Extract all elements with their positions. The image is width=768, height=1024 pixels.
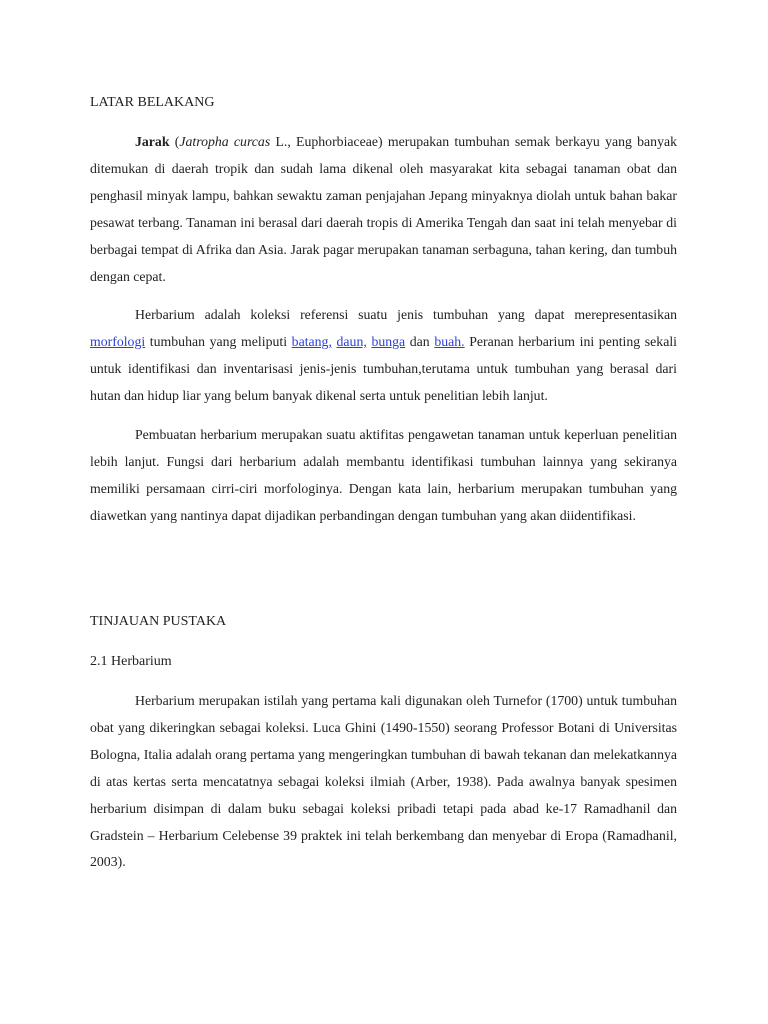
link-daun[interactable]: daun, [336, 333, 367, 349]
paragraph-herbarium-definition [90, 302, 677, 410]
paragraph-jarak [90, 129, 677, 290]
paragraph-pembuatan-herbarium: Pembuatan herbarium merupakan suatu aktifitas pengawetan tanaman untuk keperluan penelitian lebih lanjut. Fungsi dari herbarium adalah membantu identifikasi tumbuhan lainnya yang sekiranya memiliki persamaan cirri-ciri morfologinya. Dengan kata lain, herbarium merupakan tumbuhan yang diawetkan yang nantinya dapat dijadikan perbandingan dengan tumbuhan yang akan diidentifikasi. [90, 427, 677, 523]
link-buah[interactable]: buah. [434, 333, 465, 349]
para2-text-5: dan [405, 333, 435, 349]
heading-latar-belakang: LATAR BELAKANG [90, 95, 215, 110]
species-name: Jatropha curcas [179, 134, 271, 149]
term-jarak: Jarak [135, 134, 170, 149]
paren-open: ( [169, 134, 180, 149]
link-batang[interactable]: batang, [291, 333, 332, 349]
heading-tinjauan-pustaka: TINJAUAN PUSTAKA [90, 614, 227, 629]
link-bunga[interactable]: bunga [371, 333, 406, 349]
paragraph-herbarium-history: Herbarium merupakan istilah yang pertama kali digunakan oleh Turnefor (1700) untuk tumbuhan obat yang dikeringkan sebagai koleksi. Luca Ghini (1490-1550) seorang Professor Botani di Universitas Bologna, Italia adalah orang pertama yang mengeringkan tumbuhan di bawah tekanan dan melekatkannya di atas kertas serta mencatatnya sebagai koleksi ilmiah (Arber, 1938). Pada awalnya banyak spesimen herbarium disimpan di dalam buku sebagai koleksi pribadi tetapi pada abad ke-17 Ramadhanil dan Gradstein – Herbarium Celebense 39 praktek ini telah berkembang dan menyebar di Eropa (Ramadhanil, 2003). [90, 693, 677, 870]
link-morfologi[interactable]: morfologi [90, 333, 146, 349]
para2-text-6: Peranan herbarium ini penting sekali untuk identifikasi dan inventarisasi jenis-jenis tumbuhan,terutama untuk tumbuhan yang berasal dari hutan dan hidup liar yang belum banyak dikenal serta untuk penelitian lebih lanjut. [90, 333, 677, 403]
para2-text-2: tumbuhan yang meliputi [145, 333, 292, 349]
paragraph-jarak-text: L., Euphorbiaceae) merupakan tumbuhan semak berkayu yang banyak ditemukan di daerah tropik dan sudah lama dikenal oleh masyarakat kita sebagai tanaman obat dan penghasil minyak lampu, bahkan sewaktu zaman penjajahan Jepang minyaknya diolah untuk bahan bakar pesawat terbang. Tanaman ini berasal dari daerah tropis di Amerika Tengah dan saat ini telah menyebar di berbagai tempat di Afrika dan Asia. Jarak pagar merupakan tanaman serbaguna, tahan kering, dan tumbuh dengan cepat. [90, 134, 677, 284]
para2-text-1: Herbarium adalah koleksi referensi suatu jenis tumbuhan yang dapat merepresentasikan [135, 307, 677, 322]
subheading-herbarium: 2.1 Herbarium [90, 654, 172, 669]
